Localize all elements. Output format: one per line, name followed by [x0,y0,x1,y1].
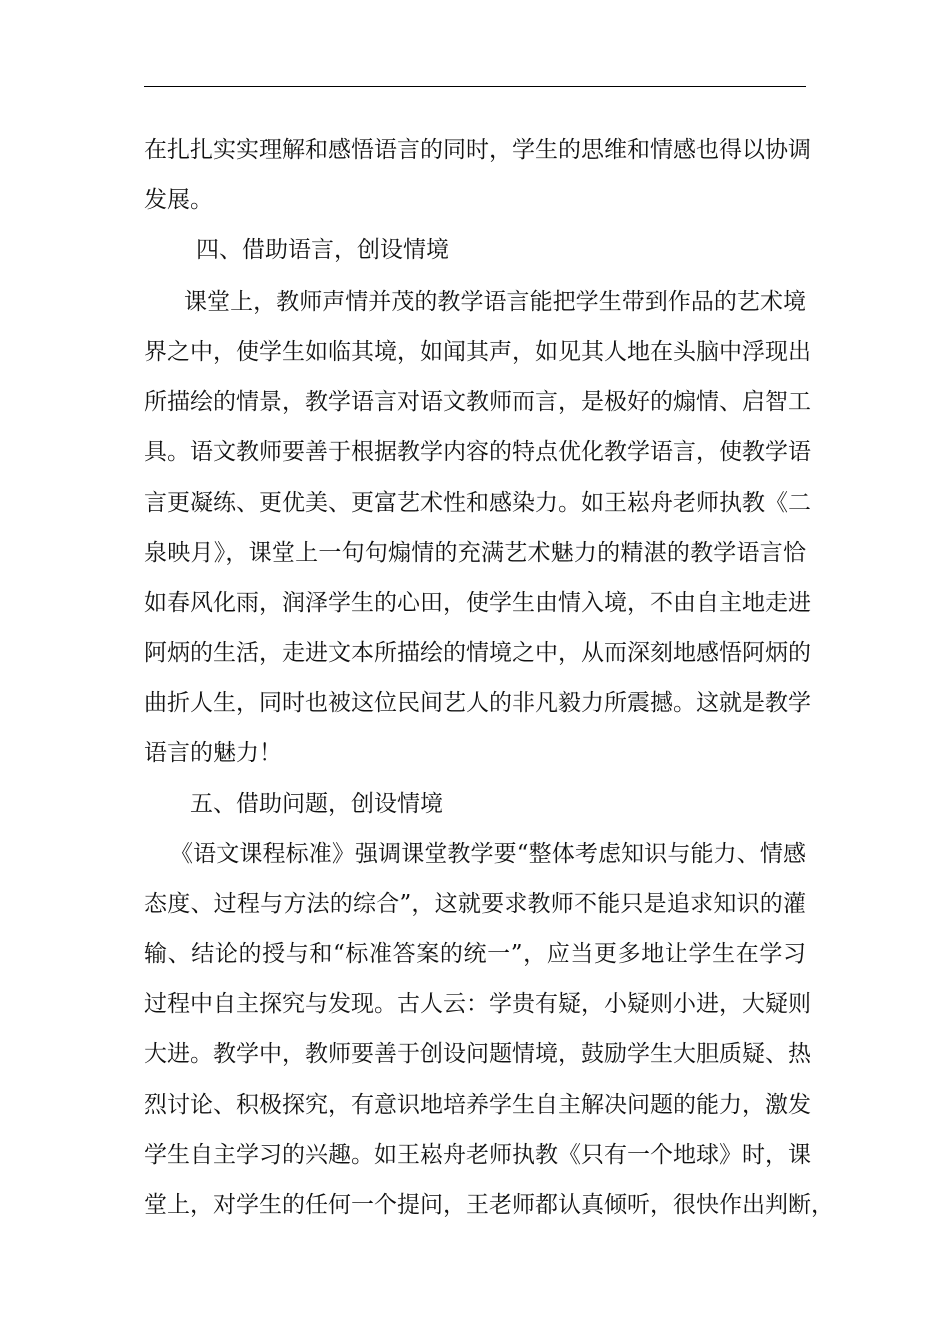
body-line: 泉映月》，课堂上一句句煽情的充满艺术魅力的精湛的教学语言恰 [144,540,806,566]
section-heading: 四、借助语言，创设情境 [196,237,449,263]
body-line: 所描绘的情景，教学语言对语文教师而言，是极好的煽情、启智工 [144,389,811,415]
body-line: 如春风化雨，润泽学生的心田，使学生由情入境，不由自主地走进 [144,590,811,616]
body-line: 学生自主学习的兴趣。如王崧舟老师执教《只有一个地球》时，课 [144,1142,811,1168]
body-line: 过程中自主探究与发现。古人云：学贵有疑，小疑则小进，大疑则 [144,991,811,1017]
body-line: 态度、过程与方法的综合”，这就要求教师不能只是追求知识的灌 [144,891,806,917]
paragraph-first-line: 课堂上，教师声情并茂的教学语言能把学生带到作品的艺术境 [184,289,806,315]
paragraph-first-line: 《语文课程标准》强调课堂教学要“整体考虑知识与能力、情感 [170,841,806,867]
body-line: 烈讨论、积极探究，有意识地培养学生自主解决问题的能力，激发 [144,1092,811,1118]
section-heading: 五、借助问题，创设情境 [190,791,443,817]
body-line: 语言的魅力！ [144,740,282,766]
body-line: 言更凝练、更优美、更富艺术性和感染力。如王崧舟老师执教《二 [144,490,811,516]
body-line: 发展。 [144,187,213,213]
body-line: 大进。教学中，教师要善于创设问题情境，鼓励学生大胆质疑、热 [144,1041,811,1067]
body-line: 曲折人生，同时也被这位民间艺人的非凡毅力所震撼。这就是教学 [144,690,811,716]
body-line: 具。语文教师要善于根据教学内容的特点优化教学语言，使教学语 [144,439,811,465]
body-line: 在扎扎实实理解和感悟语言的同时，学生的思维和情感也得以协调 [144,137,811,163]
body-line: 堂上，对学生的任何一个提问，王老师都认真倾听，很快作出判断， [144,1192,834,1218]
body-line: 阿炳的生活，走进文本所描绘的情境之中，从而深刻地感悟阿炳的 [144,640,811,666]
body-line: 输、结论的授与和“标准答案的统一”，应当更多地让学生在学习 [144,941,806,967]
body-line: 界之中，使学生如临其境，如闻其声，如见其人地在头脑中浮现出 [144,339,811,365]
header-rule [144,86,806,87]
